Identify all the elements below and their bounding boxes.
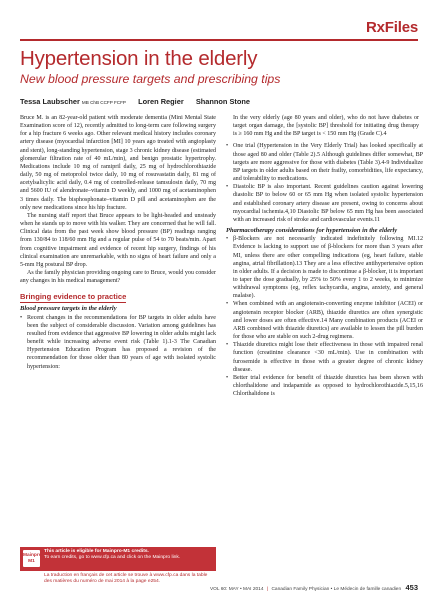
subheading: Pharmacotherapy considerations for hypertension in the elderly (226, 227, 398, 235)
mainpro-badge: Mainpro-M1 (23, 550, 40, 567)
author-line (20, 97, 250, 106)
article-title: Hypertension in the elderly (20, 47, 258, 70)
list-item: • β-Blockers are not necessarily indicated indefinitely following MI.12 Evidence is lacking to support use of β-blockers for more than 3 years after MI, unless there are other compelling indications (eg, heart failure, stable angina, atrial fibrillation).13 They are a less effective antihypertensive option in older adults. If a decision is made to discontinue a β-blocker, it is important to taper the dose gradually, by 25% to 50% every 1 to 2 weeks, to minimize withdrawal symptoms (eg, reflex tachycardia, angina, anxiety, and general malaise). (226, 235, 423, 300)
list-item: • Better trial evidence for benefit of thiazide diuretics has been shown with chlorthalidone and indapamide as opposed to hydrochlorothiazide.5,15,16 Chlorthalidone is (226, 374, 423, 398)
footer-journal: Canadian Family Physician • Le Médecin de famille canadien (271, 587, 402, 592)
bullet-list (20, 314, 216, 371)
author-credentials: MB ChB CCFP FCFP (81, 100, 126, 105)
list-item: • One trial (Hypertension in the Very Elderly Trial) has looked specifically at those aged 80 and older (Table 2).5 Although guidelines differ somewhat, BP targets are more aggressive for those with diabetes (Table 3).4-9 Individualize BP targets in older adults based on their frailty, comorbidities, life expectancy, and tolerability to medications. (226, 142, 423, 183)
list-item: • Recent changes in the recommendations for BP targets in older adults have been the subject of considerable discussion. Variation among guidelines has resulted from evidence that aggressive BP lowering in older adults might lack benefit while increasing adverse event risk (Table 1).1-3 The Canadian Hypertension Education Program has proposed a revision of the recommendation for those older than 80 years of age with isolated systolic hypertension: (20, 314, 216, 371)
article-subtitle: New blood pressure targets and prescribing tips (20, 72, 281, 86)
list-item: • Thiazide diuretics might lose their effectiveness in those with impaired renal function (creatinine clearance <30 mL/min). Use in combination with furosemide is effective in those with a greater degree of chronic kidney disease. (226, 341, 423, 374)
right-column (226, 114, 423, 398)
case-paragraph: Bruce M. is an 82-year-old patient with moderate dementia (Mini Mental State Examination score of 12), recently admitted to long-term care following surgery for a hip fracture 6 weeks ago. Other relevant medical history includes coronary artery disease (myocardial infarction [MI] 10 years ago treated with angioplasty and stent), long-standing hypertension, stage 3 chronic kidney disease (estimated glomerular filtration rate of 40 mL/min), and benign prostatic hypertrophy. Medications include 10 mg of ramipril daily, 25 mg of hydrochlorothiazide daily, 50 mg of metoprolol twice daily, 10 mg of rosuvastatin daily, 81 mg of acetylsalicylic acid daily, 0.4 mg of controlled-release tamsulosin daily, 70 mg and 5600 IU of alendronate–vitamin D weekly, and 1000 mg of acetaminophen 3 times daily. The bisphosphonate–vitamin D pill and acetaminophen are the only new medications since his hip fracture. (20, 115, 216, 211)
footer-volume: VOL 60: MAY • MAI 2014 (209, 587, 264, 592)
bullet-list (226, 142, 423, 224)
author-name: Loren Regier (138, 97, 184, 106)
case-paragraph: The nursing staff report that Bruce appears to be light-headed and unsteady when he stands up to move with his walker. They are concerned that he will fall. Clinical data from the past week show blood pressure (BP) readings ranging from 130/84 to 118/60 mm Hg and a regular pulse of 54 to 70 beats/min. Apart from cognitive impairment and evidence of recent hip surgery, findings of his clinical examination are unremarkable, with no signs of heart failure and only a 5-mm Hg postural BP drop. (20, 212, 216, 268)
cme-line: This article is eligible for Mainpro-M1 credits. (44, 549, 149, 554)
left-column (20, 114, 216, 371)
translation-note[interactable]: La traduction en français de cet article se trouve à www.cfp.ca dans la table des matières du numéro de mai 2014 à la page e254. (44, 573, 208, 585)
case-paragraph: As the family physician providing ongoing care to Bruce, would you consider any changes in his medical management? (20, 269, 216, 285)
bullet-list (226, 235, 423, 398)
header-band (0, 0, 438, 40)
header-rule (20, 39, 418, 41)
list-item: • Diastolic BP is also important. Recent guidelines caution against lowering diastolic BP to below 60 or 65 mm Hg when isolated systolic hypertension and established coronary artery disease are present, owing to concerns about myocardial ischemia.4,10 Diastolic BP below 65 mm Hg has been associated with an increased risk of stroke and cardiovascular events.11 (226, 183, 423, 224)
page-number: 453 (405, 583, 418, 592)
cme-box (20, 547, 216, 571)
guideline-quote: In the very elderly (age 80 years and older), who do not have diabetes or target organ damage, the [systolic BP] threshold for initiating drug therapy is ≥ 160 mm Hg and the BP target is < 150 mm Hg (Grade C).4 (233, 115, 419, 138)
author-name: Tessa Laubscher (20, 97, 80, 106)
list-item: • When combined with an angiotensin-converting enzyme inhibitor (ACEI) or angiotensin receptor blocker (ARB), thiazide diuretics are often synergistic and lower doses are often effective.14 Many combination products (ACEI or ARB combined with thiazide diuretics) are available to lessen the pill burden for those who are stable on such 2-drug regimens. (226, 300, 423, 341)
section-label: RxFiles (366, 19, 418, 36)
cme-link-text[interactable]: To earn credits, go to www.cfp.ca and click on the Mainpro link. (44, 555, 181, 561)
section-heading: Bringing evidence to practice (20, 293, 126, 303)
page-footer: VOL 60: MAY • MAI 2014 | Canadian Family Physician • Le Médecin de famille canadien 453 (209, 583, 418, 592)
author-name: Shannon Stone (195, 97, 251, 106)
subheading: Blood pressure targets in the elderly (20, 305, 117, 313)
